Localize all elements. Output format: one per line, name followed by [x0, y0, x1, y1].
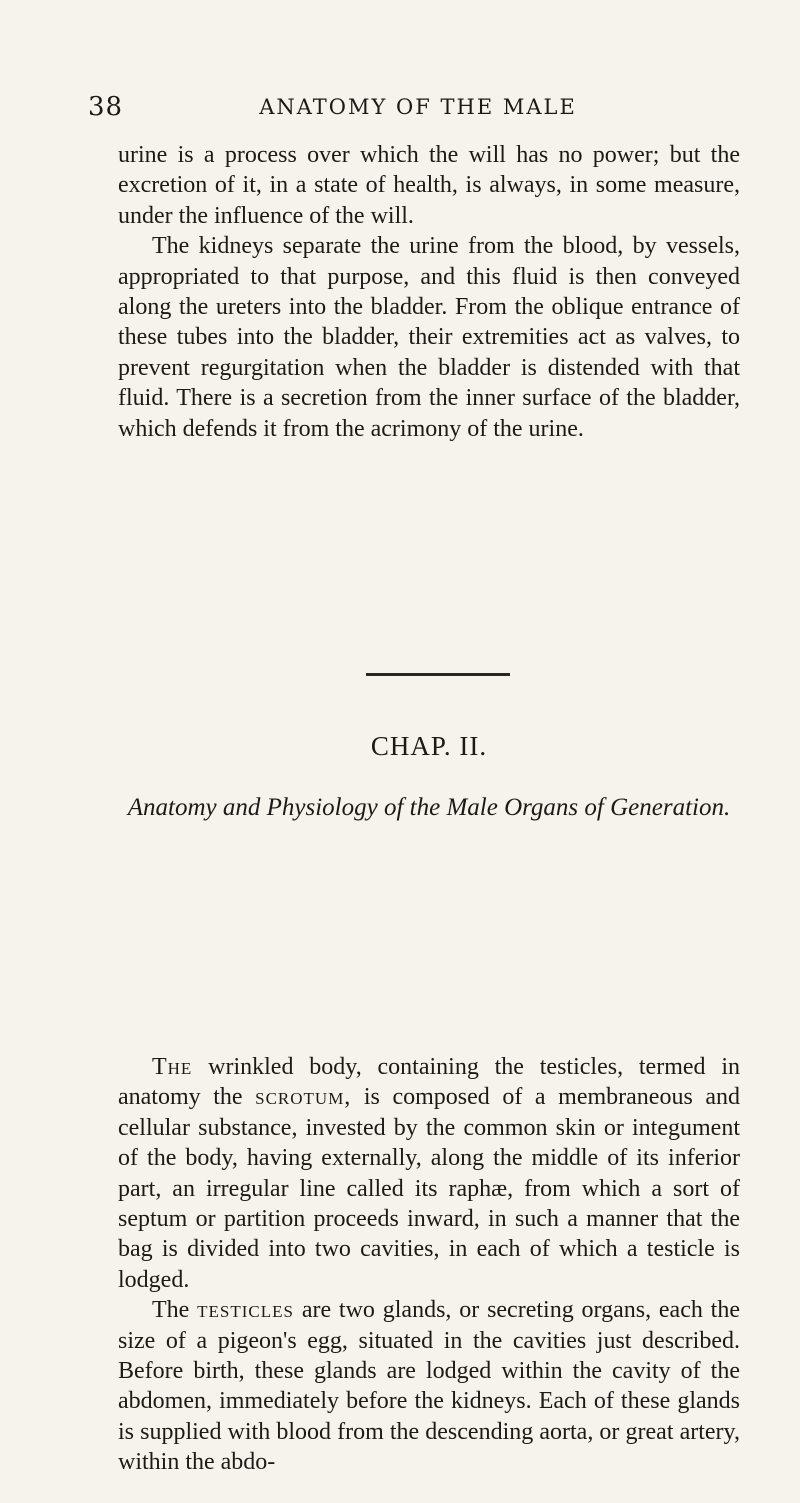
- paragraph-testicles: [118, 1295, 740, 1477]
- scrotum-text-b: is composed of a membraneous and cellular substance, invested by the common skin or integument of the body, having externally, along the middle of its inferior part, an irregular line called its raphæ, from which a sort of septum or partition proceeds inward, in such a manner that the bag is divided into two cavities, in each of which a testicle is lodged.: [118, 1084, 741, 1293]
- running-head: [88, 92, 748, 122]
- chapter-subtitle: Anatomy and Physiology of the Male Organs of Generation.: [127, 794, 731, 821]
- section-divider: [366, 673, 510, 676]
- paragraph-urine-excretion: urine is a process over which the will has no power; but the excretion of it, in a state of health, is always, in some measure, under the influence of the will.: [118, 142, 740, 229]
- scrotum-text-a: wrinkled body, containing the testicles, termed in anatomy the: [118, 1054, 740, 1111]
- chapter-heading: CHAP. II.: [370, 731, 488, 761]
- running-title: ANATOMY OF THE MALE: [259, 95, 577, 119]
- scrotum-lead-word: The: [152, 1054, 193, 1080]
- paragraph-kidneys: The kidneys separate the urine from the blood, by vessels, appropriated to that purpose, and this fluid is then conveyed along the ureters into the bladder. From the oblique entrance of these tubes into the bladder, their extremities act as valves, to prevent regurgitation when the bladder is distended with that fluid. There is a secretion from the inner surface of the bladder, which defends it from the acrimony of the urine.: [118, 233, 740, 442]
- scrotum-term: scrotum,: [255, 1084, 352, 1111]
- text-block-kidneys: [118, 140, 740, 444]
- text-block-organs: [118, 1052, 740, 1478]
- testicles-lead-word: The: [152, 1297, 190, 1324]
- testicles-term: testicles: [197, 1297, 294, 1324]
- page-number: 38: [88, 92, 124, 122]
- testicles-text: are two glands, or secreting organs, each the size of a pigeon's egg, situated in the cavities just described. Before birth, these glands are lodged within the cavity of the abdomen, immediately before the kidneys. Each of these glands is supplied with blood from the descending aorta, or great artery, within the abdo-: [118, 1297, 740, 1476]
- paragraph-scrotum: [118, 1052, 740, 1295]
